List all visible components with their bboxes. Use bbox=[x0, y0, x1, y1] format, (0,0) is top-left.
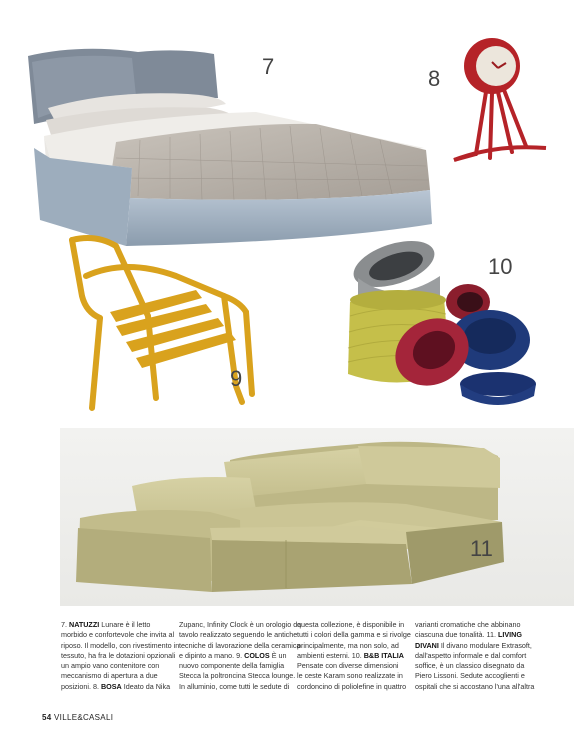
caption-line: Pensate con diverse dimensioni bbox=[297, 661, 399, 671]
caption-line: In alluminio, come tutti le sedute di bbox=[179, 681, 290, 691]
caption-line: morbido e confortevole che invita al bbox=[61, 630, 175, 640]
caption-line: le ceste Karam sono realizzate in bbox=[297, 671, 403, 681]
caption-line: principalmente, ma non solo, ad bbox=[297, 640, 399, 650]
caption-line: varianti cromatiche che abbinano bbox=[415, 620, 521, 629]
page-footer bbox=[42, 713, 113, 722]
magazine-name: VILLE&CASALI bbox=[54, 713, 114, 722]
caption-line: ciascuna due tonalità. 11. LIVING bbox=[415, 630, 522, 640]
caption-column-1 bbox=[61, 620, 180, 692]
caption-column-4 bbox=[415, 620, 535, 692]
caption-line: posizioni. 8. BOSA Ideato da Nika bbox=[61, 681, 171, 691]
sofa-photo bbox=[60, 428, 574, 606]
caption-line: tutti i colori della gamma e si rivolge bbox=[297, 630, 411, 640]
caption-line: riposo. Il modello, con rivestimento in bbox=[61, 640, 180, 650]
caption-column-2 bbox=[179, 620, 302, 692]
item-number-9: 9 bbox=[230, 366, 243, 391]
page-number: 54 bbox=[42, 713, 52, 722]
item-number-8: 8 bbox=[428, 66, 441, 91]
caption-line: tavolo realizzato seguendo le antiche bbox=[179, 630, 298, 640]
caption-line: un ampio vano contenitore con bbox=[61, 661, 160, 671]
caption-line: questa collezione, è disponibile in bbox=[297, 620, 405, 629]
item-number-7: 7 bbox=[262, 54, 275, 79]
caption-line: ambienti esterni. 10. B&B ITALIA bbox=[297, 650, 404, 660]
caption-line: meccanismo di apertura a due bbox=[61, 671, 158, 681]
chair-photo bbox=[56, 232, 278, 420]
caption-line: e dipinto a mano. 9. COLOS È un bbox=[179, 650, 287, 660]
caption-line: cordoncino di poliolefine in quattro bbox=[297, 681, 407, 691]
captions bbox=[61, 620, 571, 710]
caption-line: Stecca la poltroncina Stecca lounge. bbox=[179, 671, 296, 681]
clock-photo bbox=[446, 36, 550, 176]
caption-line: dall'aspetto informale e dal comfort bbox=[415, 650, 527, 660]
caption-line: soffice, è un classico disegnato da bbox=[415, 661, 525, 671]
caption-line: nuovo componente della famiglia bbox=[179, 661, 285, 671]
caption-line: ospitali che si accostano l'una all'altra bbox=[415, 681, 535, 691]
bed-photo bbox=[20, 38, 440, 250]
caption-line: Piero Lissoni. Sedute accoglienti e bbox=[415, 671, 525, 681]
item-number-11: 11 bbox=[470, 536, 493, 561]
caption-line: Zupanc, Infinity Clock è un orologio da bbox=[179, 620, 302, 629]
caption-line: tecniche di lavorazione della ceramica bbox=[179, 640, 301, 650]
caption-line: tessuto, ha fra le dotazioni opzionali bbox=[61, 650, 176, 660]
caption-line: 7. NATUZZI Lunare è il letto bbox=[61, 620, 151, 629]
item-number-10: 10 bbox=[488, 254, 513, 279]
caption-column-3 bbox=[297, 620, 413, 692]
caption-line: DIVANI Il divano modulare Extrasoft, bbox=[415, 640, 532, 650]
